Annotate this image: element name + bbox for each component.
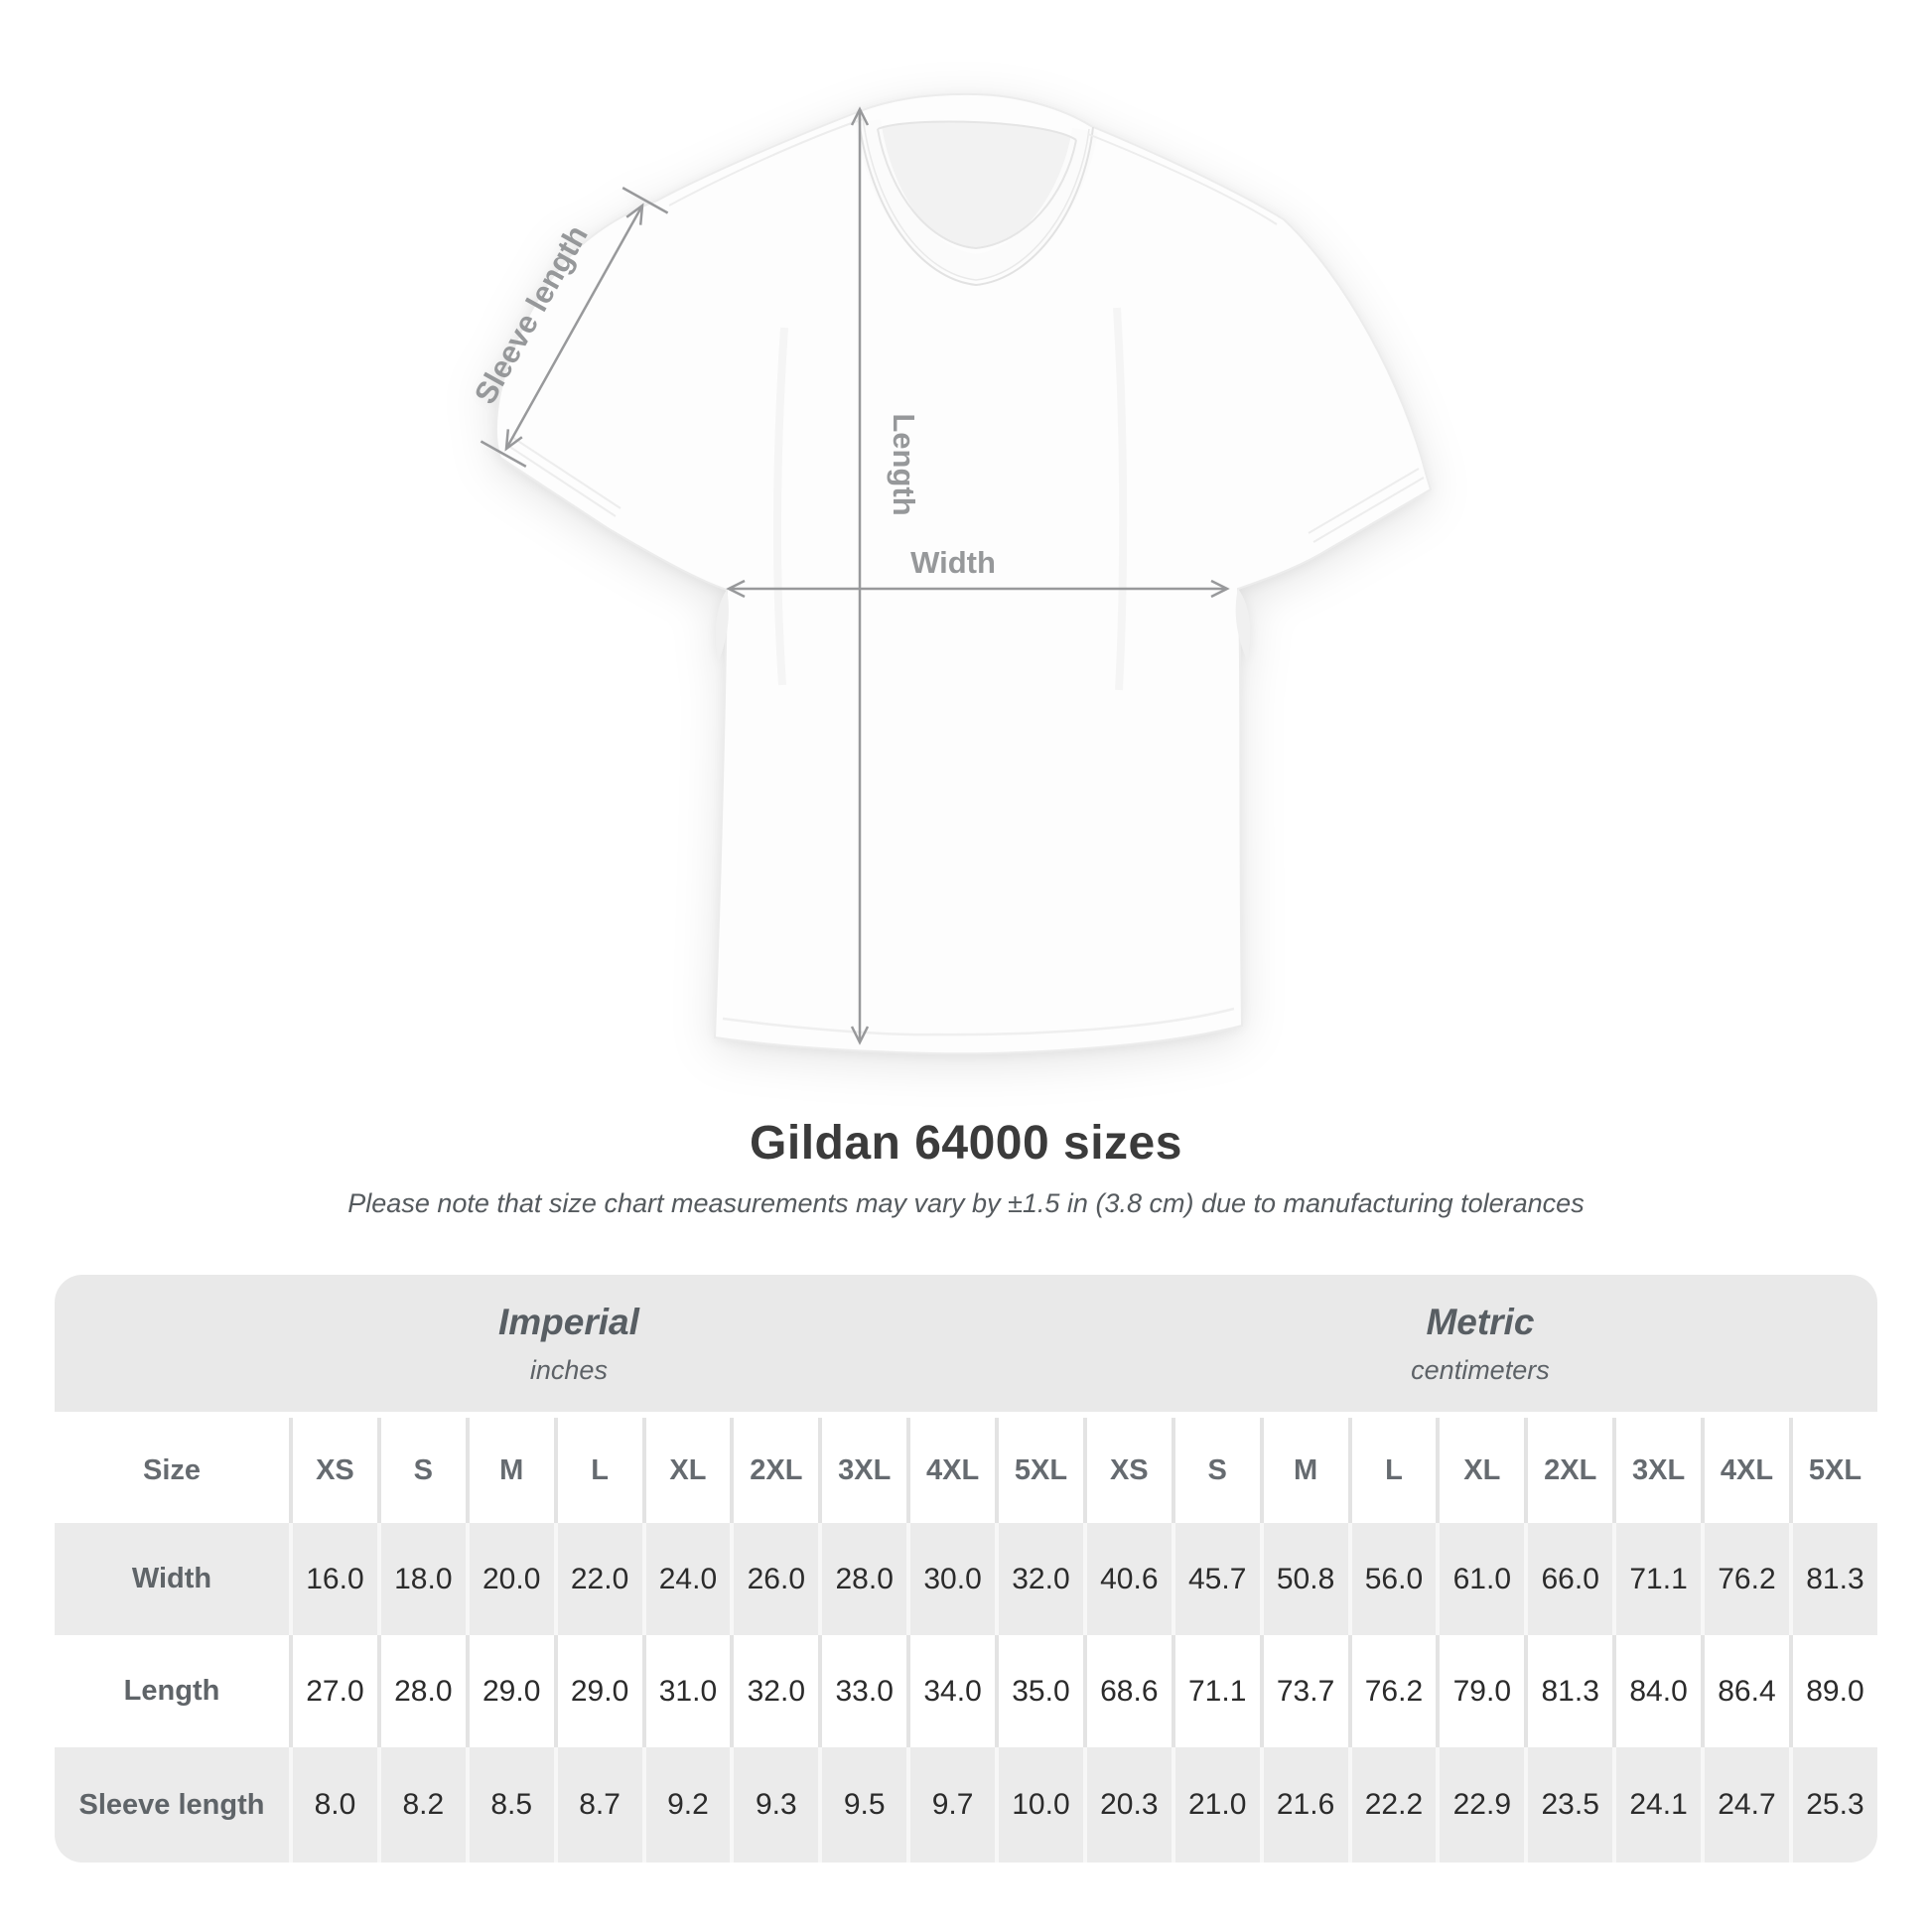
row-label-sleeve-length: Sleeve length xyxy=(55,1747,289,1863)
length-value-cell: 73.7 xyxy=(1260,1635,1348,1747)
length-value-cell: 35.0 xyxy=(995,1635,1083,1747)
size-header-cell: M xyxy=(466,1418,554,1523)
size-header-cell: XS xyxy=(289,1418,377,1523)
width-value-cell: 81.3 xyxy=(1789,1523,1877,1635)
size-header-cell: 5XL xyxy=(995,1418,1083,1523)
length-value-cell: 32.0 xyxy=(730,1635,818,1747)
sleeve-value-cell: 9.5 xyxy=(818,1747,906,1863)
length-value-cell: 29.0 xyxy=(554,1635,642,1747)
width-value-cell: 28.0 xyxy=(818,1523,906,1635)
size-header-cell: 2XL xyxy=(730,1418,818,1523)
length-value-cell: 33.0 xyxy=(818,1635,906,1747)
metric-units: centimeters xyxy=(1411,1354,1550,1385)
metric-band xyxy=(1083,1275,1877,1412)
size-header-cell: M xyxy=(1260,1418,1348,1523)
width-value-cell: 76.2 xyxy=(1701,1523,1789,1635)
size-header-cell: 3XL xyxy=(1612,1418,1701,1523)
sleeve-value-cell: 24.7 xyxy=(1701,1747,1789,1863)
length-value-cell: 89.0 xyxy=(1789,1635,1877,1747)
width-value-cell: 71.1 xyxy=(1612,1523,1701,1635)
page-subtitle: Please note that size chart measurements may vary by ±1.5 in (3.8 cm) due to manufacturing tolerances xyxy=(347,1188,1585,1218)
length-value-cell: 79.0 xyxy=(1436,1635,1524,1747)
width-value-cell: 61.0 xyxy=(1436,1523,1524,1635)
size-header-row xyxy=(55,1418,1877,1523)
width-label: Width xyxy=(910,545,996,580)
length-value-cell: 29.0 xyxy=(466,1635,554,1747)
width-value-cell: 32.0 xyxy=(995,1523,1083,1635)
size-header-cell: XL xyxy=(1436,1418,1524,1523)
sleeve-length-label: Sleeve length xyxy=(467,219,595,410)
width-value-cell: 50.8 xyxy=(1260,1523,1348,1635)
width-value-cell: 66.0 xyxy=(1524,1523,1612,1635)
length-value-cell: 76.2 xyxy=(1348,1635,1437,1747)
sleeve-value-cell: 22.9 xyxy=(1436,1747,1524,1863)
width-value-cell: 22.0 xyxy=(554,1523,642,1635)
sleeve-value-cell: 23.5 xyxy=(1524,1747,1612,1863)
width-value-cell: 45.7 xyxy=(1172,1523,1260,1635)
length-value-cell: 28.0 xyxy=(377,1635,466,1747)
width-value-cell: 30.0 xyxy=(906,1523,995,1635)
size-header-cell: XS xyxy=(1083,1418,1172,1523)
size-header-cell: 4XL xyxy=(906,1418,995,1523)
page-title: Gildan 64000 sizes xyxy=(750,1117,1182,1170)
size-header-cell: L xyxy=(1348,1418,1437,1523)
size-header-cell: S xyxy=(377,1418,466,1523)
row-label-length: Length xyxy=(55,1635,289,1747)
sleeve-value-cell: 8.0 xyxy=(289,1747,377,1863)
length-value-cell: 81.3 xyxy=(1524,1635,1612,1747)
sleeve-value-cell: 22.2 xyxy=(1348,1747,1437,1863)
width-value-cell: 16.0 xyxy=(289,1523,377,1635)
size-header-cell: S xyxy=(1172,1418,1260,1523)
table-row-sleeve-length xyxy=(55,1747,1877,1863)
size-header-cell: 4XL xyxy=(1701,1418,1789,1523)
size-header-cell: L xyxy=(554,1418,642,1523)
sleeve-value-cell: 20.3 xyxy=(1083,1747,1172,1863)
sleeve-value-cell: 10.0 xyxy=(995,1747,1083,1863)
tshirt-measurement-diagram xyxy=(467,79,1440,1102)
sleeve-value-cell: 24.1 xyxy=(1612,1747,1701,1863)
sleeve-value-cell: 9.7 xyxy=(906,1747,995,1863)
size-table-container xyxy=(55,1275,1877,1863)
length-value-cell: 34.0 xyxy=(906,1635,995,1747)
length-value-cell: 68.6 xyxy=(1083,1635,1172,1747)
row-label-width: Width xyxy=(55,1523,289,1635)
table-row-length xyxy=(55,1635,1877,1747)
unit-band-row xyxy=(55,1275,1877,1412)
size-header-cell: 5XL xyxy=(1789,1418,1877,1523)
sleeve-value-cell: 21.0 xyxy=(1172,1747,1260,1863)
length-value-cell: 27.0 xyxy=(289,1635,377,1747)
sleeve-value-cell: 25.3 xyxy=(1789,1747,1877,1863)
caption-block xyxy=(0,1116,1932,1219)
size-header-cell: 2XL xyxy=(1524,1418,1612,1523)
length-value-cell: 86.4 xyxy=(1701,1635,1789,1747)
imperial-band xyxy=(55,1275,1083,1412)
width-value-cell: 20.0 xyxy=(466,1523,554,1635)
sleeve-value-cell: 21.6 xyxy=(1260,1747,1348,1863)
width-value-cell: 18.0 xyxy=(377,1523,466,1635)
imperial-label: Imperial xyxy=(497,1301,639,1342)
length-value-cell: 71.1 xyxy=(1172,1635,1260,1747)
sleeve-value-cell: 9.2 xyxy=(642,1747,731,1863)
sleeve-value-cell: 8.5 xyxy=(466,1747,554,1863)
table-row-width xyxy=(55,1523,1877,1635)
width-value-cell: 40.6 xyxy=(1083,1523,1172,1635)
size-column-header: Size xyxy=(55,1418,289,1523)
length-value-cell: 84.0 xyxy=(1612,1635,1701,1747)
sleeve-value-cell: 9.3 xyxy=(730,1747,818,1863)
length-label: Length xyxy=(887,413,921,516)
size-header-cell: 3XL xyxy=(818,1418,906,1523)
length-value-cell: 31.0 xyxy=(642,1635,731,1747)
width-value-cell: 56.0 xyxy=(1348,1523,1437,1635)
sleeve-value-cell: 8.7 xyxy=(554,1747,642,1863)
width-value-cell: 24.0 xyxy=(642,1523,731,1635)
width-value-cell: 26.0 xyxy=(730,1523,818,1635)
size-header-cell: XL xyxy=(642,1418,731,1523)
metric-label: Metric xyxy=(1426,1301,1535,1342)
sleeve-value-cell: 8.2 xyxy=(377,1747,466,1863)
size-table xyxy=(55,1275,1877,1863)
imperial-units: inches xyxy=(529,1354,608,1385)
